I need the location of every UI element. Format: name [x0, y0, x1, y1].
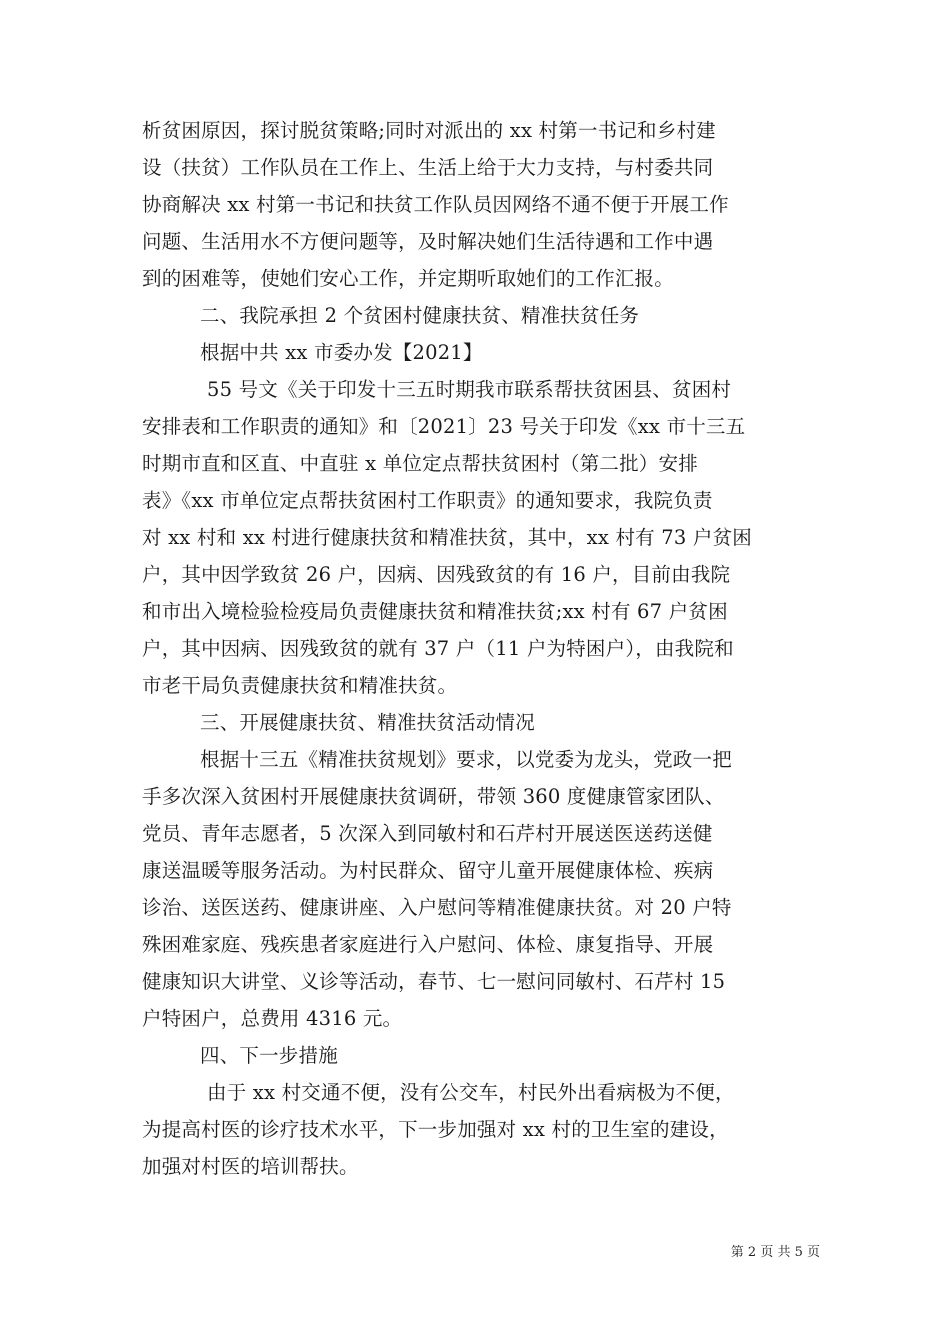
section-heading: 二、我院承担 2 个贫困村健康扶贫、精准扶贫任务 [200, 304, 640, 327]
body-line: 和市出入境检验检疫局负责健康扶贫和精准扶贫;xx 村有 67 户贫困 [142, 600, 728, 623]
body-line: 到的困难等，使她们安心工作，并定期听取她们的工作汇报。 [142, 267, 674, 290]
body-line: 析贫困原因，探讨脱贫策略;同时对派出的 xx 村第一书记和乡村建 [142, 119, 716, 142]
body-line: 根据十三五《精准扶贫规划》要求，以党委为龙头，党政一把 [200, 748, 732, 771]
body-line: 表》《xx 市单位定点帮扶贫困村工作职责》的通知要求，我院负责 [142, 489, 713, 512]
body-line: 由于 xx 村交通不便，没有公交车，村民外出看病极为不便， [207, 1081, 735, 1104]
body-line: 市老干局负责健康扶贫和精准扶贫。 [142, 674, 458, 697]
body-line: 时期市直和区直、中直驻 x 单位定点帮扶贫困村（第二批）安排 [142, 452, 698, 475]
body-line: 根据中共 xx 市委办发【2021】 [200, 341, 483, 364]
section-heading: 四、下一步措施 [200, 1044, 338, 1067]
body-line: 手多次深入贫困村开展健康扶贫调研，带领 360 度健康管家团队、 [142, 785, 725, 808]
body-line: 对 xx 村和 xx 村进行健康扶贫和精准扶贫，其中，xx 村有 73 户贫困 [142, 526, 752, 549]
body-line: 户特困户，总费用 4316 元。 [142, 1007, 403, 1030]
body-line: 安排表和工作职责的通知》和〔2021〕23 号关于印发《xx 市十三五 [142, 415, 746, 438]
body-line: 党员、青年志愿者，5 次深入到同敏村和石芹村开展送医送药送健 [142, 822, 713, 845]
body-line: 问题、生活用水不方便问题等，及时解决她们生活待遇和工作中遇 [142, 230, 714, 253]
body-line: 加强对村医的培训帮扶。 [142, 1155, 359, 1178]
body-line: 户，其中因病、因残致贫的就有 37 户（11 户为特困户），由我院和 [142, 637, 734, 660]
body-line: 为提高村医的诊疗技术水平，下一步加强对 xx 村的卫生室的建设， [142, 1118, 729, 1141]
section-heading: 三、开展健康扶贫、精准扶贫活动情况 [200, 711, 535, 734]
body-line: 诊治、送医送药、健康讲座、入户慰问等精准健康扶贫。对 20 户特 [142, 896, 732, 919]
body-line: 健康知识大讲堂、义诊等活动，春节、七一慰问同敏村、石芹村 15 [142, 970, 726, 993]
body-line: 55 号文《关于印发十三五时期我市联系帮扶贫困县、贫困村 [207, 378, 732, 401]
body-line: 殊困难家庭、残疾患者家庭进行入户慰问、体检、康复指导、开展 [142, 933, 714, 956]
body-line: 设（扶贫）工作队员在工作上、生活上给于大力支持，与村委共同 [142, 156, 714, 179]
body-line: 康送温暖等服务活动。为村民群众、留守儿童开展健康体检、疾病 [142, 859, 714, 882]
page-number: 第 2 页 共 5 页 [730, 1245, 820, 1260]
body-line: 户，其中因学致贫 26 户，因病、因残致贫的有 16 户，目前由我院 [142, 563, 731, 586]
body-line: 协商解决 xx 村第一书记和扶贫工作队员因网络不通不便于开展工作 [142, 193, 729, 216]
